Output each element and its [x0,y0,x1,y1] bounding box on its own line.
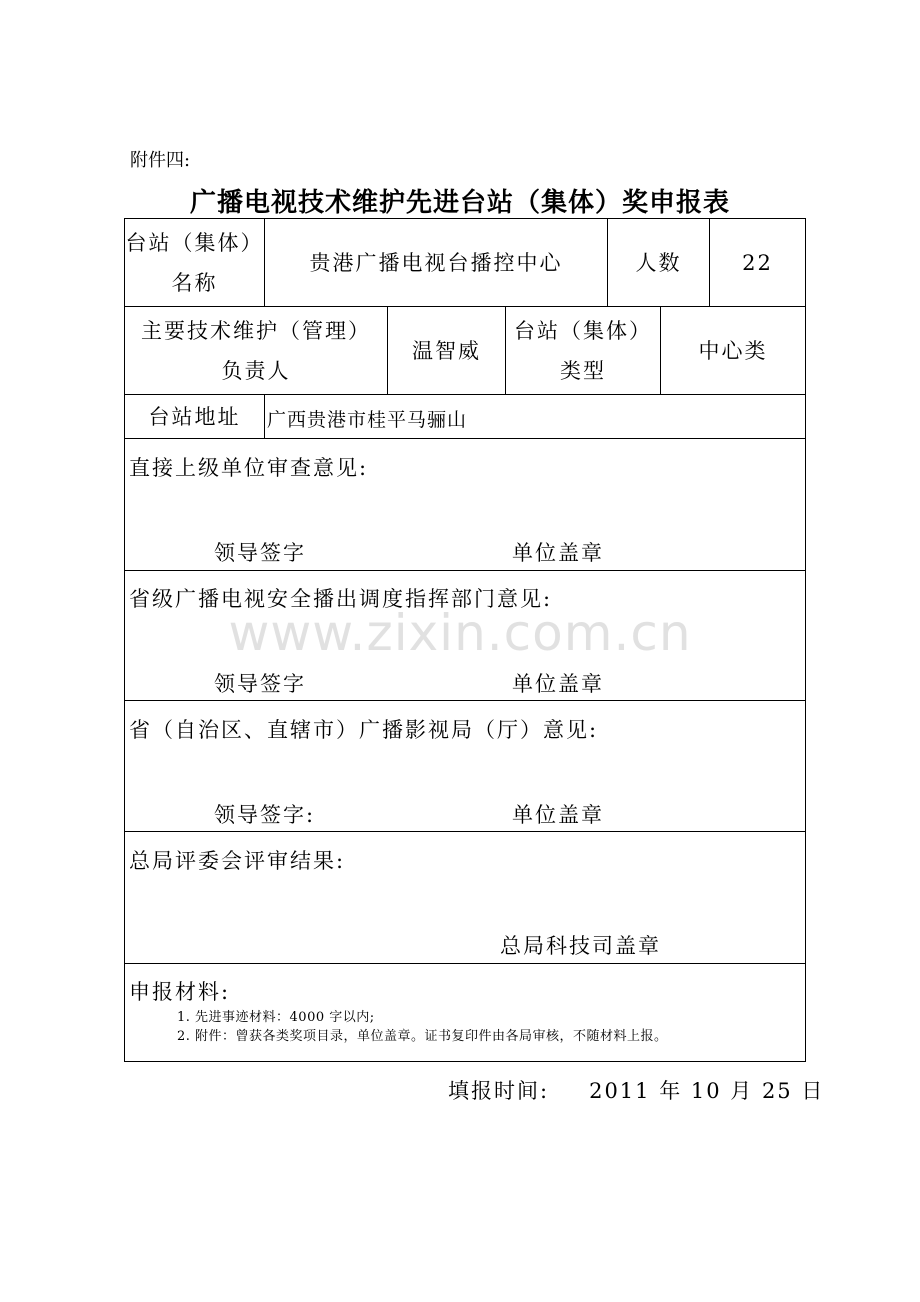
superior-seal-label: 单位盖章 [512,541,604,565]
materials-item: 1. 先进事迹材料：4000 字以内; [177,1010,375,1025]
leader-label-line1: 主要技术维护（管理） [141,318,371,343]
provincial-dispatch-seal-label: 单位盖章 [512,672,604,696]
watermark: www.zixin.com.cn [228,604,692,662]
station-name-label-line1: 台站（集体） [125,230,264,255]
station-name-value: 贵港广播电视台播控中心 [309,250,563,275]
fill-date-value: 2011 年 10 月 25 日 [589,1079,825,1103]
committee-result-title: 总局评委会评审结果: [129,849,346,873]
fill-date [448,1075,824,1105]
provincial-bureau-seal-label: 单位盖章 [512,803,604,827]
row-divider [125,570,805,571]
form-title: 广播电视技术维护先进台站（集体）奖申报表 [189,188,730,218]
sat-seal-label: 总局科技司盖章 [500,934,661,958]
station-type-label-line2: 类型 [560,358,606,383]
station-type-label-line1: 台站（集体） [514,318,652,343]
provincial-dispatch-title: 省级广播电视安全播出调度指挥部门意见: [129,587,553,611]
materials-title: 申报材料: [129,980,231,1004]
fill-date-label: 填报时间: [448,1079,550,1103]
row-divider [125,963,805,964]
station-name-label [125,219,264,306]
column-divider [264,394,265,438]
provincial-bureau-sign-label: 领导签字: [214,803,316,827]
address-value: 广西贵港市桂平马骊山 [267,409,468,431]
attachment-label: 附件四: [130,150,191,171]
leader-value: 温智威 [412,338,481,363]
address-label: 台站地址 [148,404,241,429]
headcount-value: 22 [742,250,773,275]
superior-review-title: 直接上级单位审查意见: [129,456,369,480]
station-name-label-line2: 名称 [171,270,218,295]
leader-label [125,307,387,394]
station-type-label [506,307,660,394]
row-divider [125,831,805,832]
station-type-value: 中心类 [698,338,768,363]
headcount-label: 人数 [635,250,682,275]
materials-item: 2. 附件：曾获各类奖项目录，单位盖章。证书复印件由各局审核，不随材料上报。 [177,1029,668,1044]
superior-sign-label: 领导签字 [214,541,306,565]
leader-label-line2: 负责人 [221,358,291,383]
row-divider [125,438,805,439]
row-divider [125,700,805,701]
provincial-dispatch-sign-label: 领导签字 [214,672,306,696]
provincial-bureau-title: 省（自治区、直辖市）广播影视局（厅）意见: [129,718,599,742]
